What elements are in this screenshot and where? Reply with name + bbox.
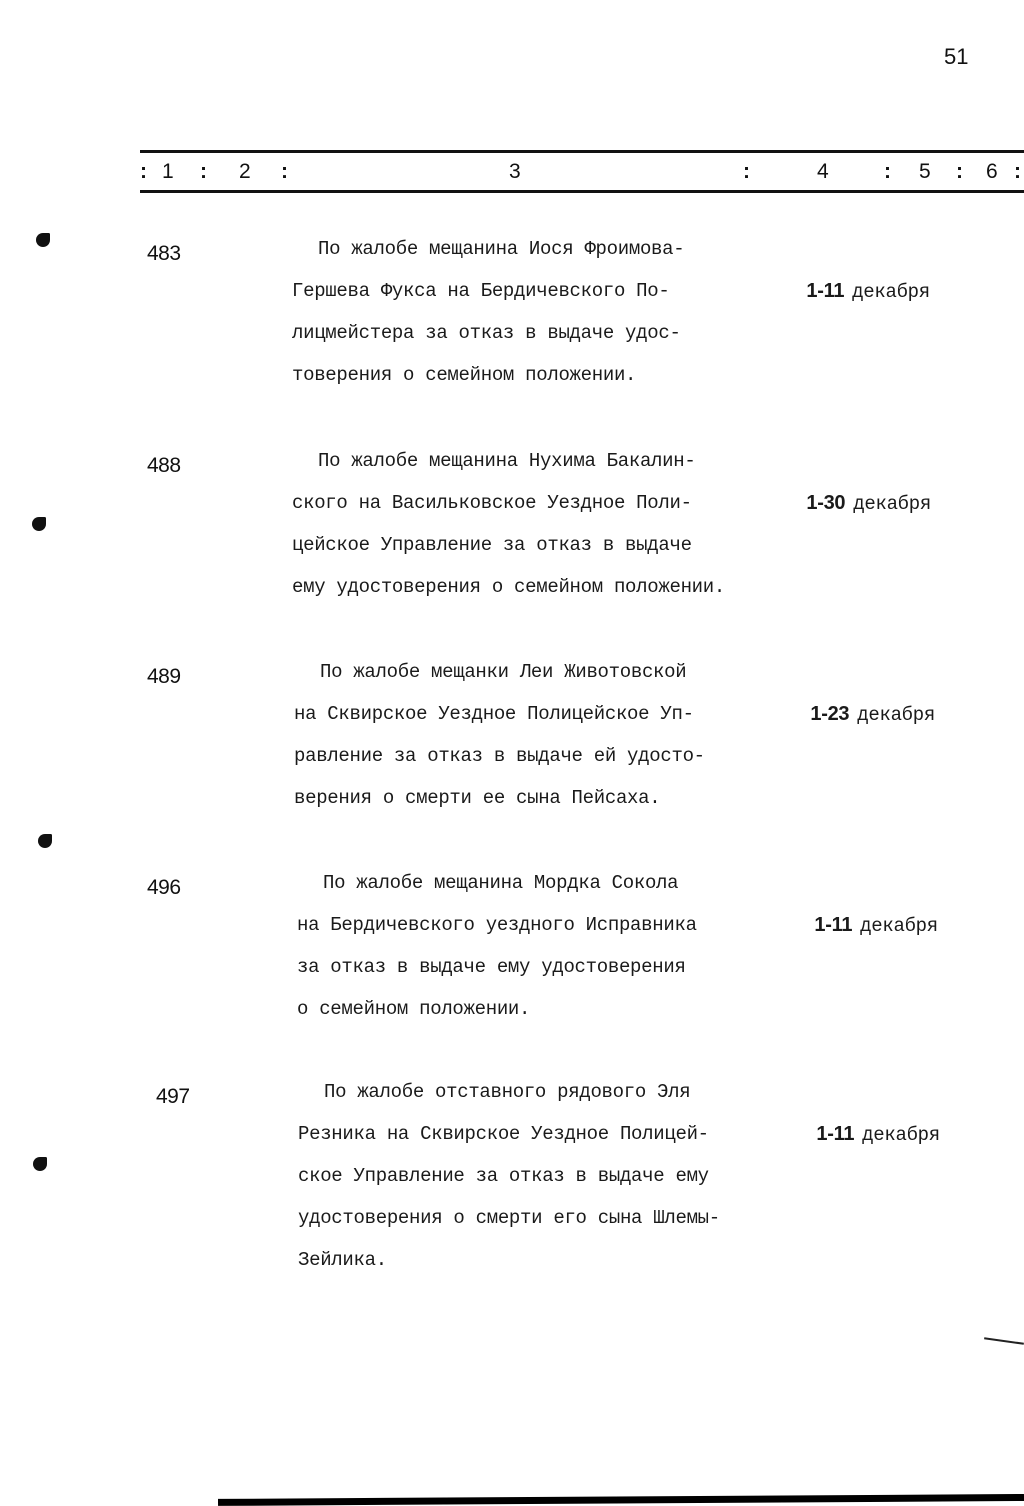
- entry-number: 496: [147, 876, 181, 899]
- description-line: за отказ в выдаче ему удостоверения: [297, 956, 686, 978]
- entry-description: [292, 440, 725, 608]
- entry-date: [762, 440, 931, 515]
- entry-date: [770, 862, 938, 937]
- date-month: декабря: [860, 915, 938, 937]
- description-line: ского на Васильковское Уездное Поли-: [292, 492, 692, 514]
- pen-stroke-mark: [984, 1337, 1024, 1345]
- entry-date: [766, 651, 935, 726]
- description-line: на Сквирское Уездное Полицейское Уп-: [294, 703, 694, 725]
- description-line: По жалобе отставного рядового Эля: [324, 1081, 691, 1103]
- description-line: на Бердичевского уездного Исправника: [297, 914, 697, 936]
- column-header-4: 4: [817, 160, 829, 183]
- entry-description: [297, 862, 697, 1030]
- column-separator: :: [140, 160, 147, 183]
- binding-hole-mark: [32, 517, 46, 531]
- entry-number: 497: [156, 1085, 190, 1108]
- description-line: о семейном положении.: [297, 998, 531, 1020]
- date-month: декабря: [862, 1124, 940, 1146]
- entry-number: 488: [147, 454, 181, 477]
- binding-hole-mark: [38, 834, 52, 848]
- column-header-5: 5: [919, 160, 931, 183]
- entry-date: [772, 1071, 940, 1146]
- description-line: По жалобе мещанки Леи Животовской: [320, 661, 687, 683]
- header-bottom-rule: [140, 190, 1024, 193]
- column-separator: :: [281, 160, 288, 183]
- date-range: 1-11: [806, 280, 845, 302]
- column-header-3: 3: [509, 160, 521, 183]
- description-line: верения о смерти ее сына Пейсаха.: [294, 787, 661, 809]
- date-month: декабря: [853, 493, 931, 515]
- description-line: цейское Управление за отказ в выдаче: [292, 534, 692, 556]
- date-range: 1-11: [816, 1123, 855, 1145]
- column-header-row: [140, 160, 1024, 188]
- date-month: декабря: [852, 281, 930, 303]
- entry-number: 483: [147, 242, 181, 265]
- description-line: По жалобе мещанина Иося Фроимова-: [318, 238, 685, 260]
- description-line: По жалобе мещанина Мордка Сокола: [323, 872, 679, 894]
- entry-number: 489: [147, 665, 181, 688]
- description-line: лицмейстера за отказ в выдаче удос-: [292, 322, 681, 344]
- column-header-1: 1: [162, 160, 174, 183]
- column-header-6: 6: [986, 160, 998, 183]
- header-top-rule: [140, 150, 1024, 153]
- date-range: 1-11: [814, 914, 853, 936]
- date-range: 1-23: [810, 703, 850, 725]
- column-separator: :: [1014, 160, 1021, 183]
- entry-date: [762, 228, 930, 303]
- column-separator: :: [884, 160, 891, 183]
- description-line: товерения о семейном положении.: [292, 364, 637, 386]
- column-separator: :: [743, 160, 750, 183]
- description-line: Зейлика.: [298, 1249, 387, 1271]
- description-line: Гершева Фукса на Бердичевского По-: [292, 280, 670, 302]
- scan-bottom-edge: [218, 1494, 1024, 1506]
- description-line: ему удостоверения о семейном положении.: [292, 576, 725, 598]
- column-separator: :: [956, 160, 963, 183]
- entry-description: [298, 1071, 720, 1281]
- date-range: 1-30: [806, 492, 846, 514]
- description-line: удостоверения о смерти его сына Шлемы-: [298, 1207, 720, 1229]
- description-line: ское Управление за отказ в выдаче ему: [298, 1165, 709, 1187]
- binding-hole-mark: [36, 233, 50, 247]
- column-separator: :: [200, 160, 207, 183]
- column-header-2: 2: [239, 160, 251, 183]
- entry-description: [294, 651, 705, 819]
- date-month: декабря: [857, 704, 935, 726]
- page-number: 51: [944, 44, 969, 69]
- binding-hole-mark: [33, 1157, 47, 1171]
- description-line: равление за отказ в выдаче ей удосто-: [294, 745, 705, 767]
- description-line: По жалобе мещанина Нухима Бакалин-: [318, 450, 696, 472]
- entry-description: [292, 228, 684, 396]
- description-line: Резника на Сквирское Уездное Полицей-: [298, 1123, 709, 1145]
